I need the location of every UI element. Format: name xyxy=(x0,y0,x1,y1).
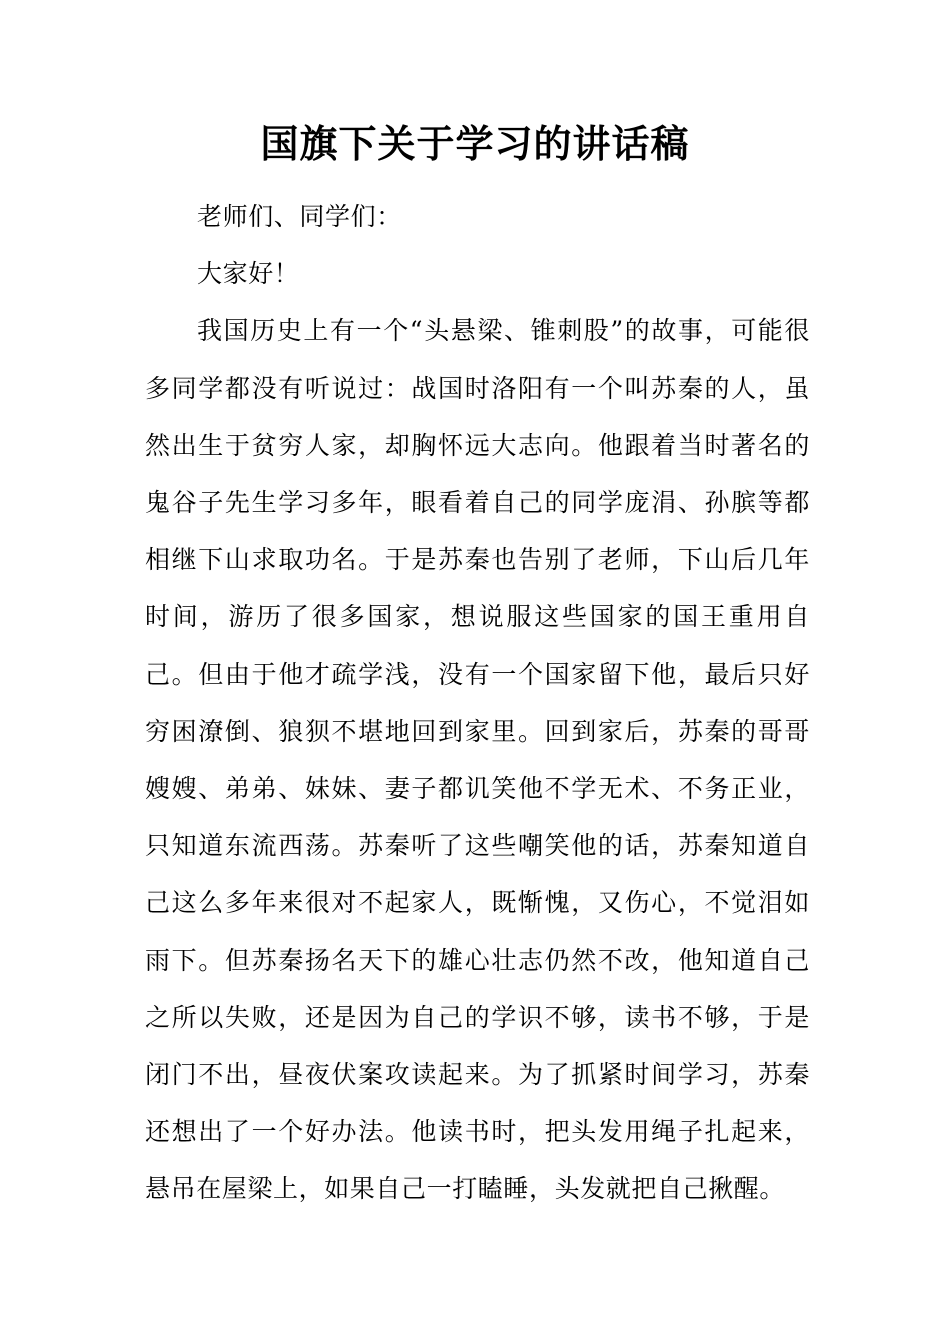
body-paragraph: 我国历史上有一个“头悬梁、锥刺股”的故事，可能很多同学都没有听说过：战国时洛阳有一个叫苏秦的人，虽然出生于贫穷人家，却胸怀远大志向。他跟着当时著名的鬼谷子先生学习多年，眼看着自己的同学庞涓、孙膑等都相继下山求取功名。于是苏秦也告别了老师，下山后几年时间，游历了很多国家，想说服这些国家的国王重用自己。但由于他才疏学浅，没有一个国家留下他，最后只好穷困潦倒、狼狈不堪地回到家里。回到家后，苏秦的哥哥嫂嫂、弟弟、妹妹、妻子都讥笑他不学无术、不务正业，只知道东流西荡。苏秦听了这些嘲笑他的话，苏秦知道自己这么多年来很对不起家人，既惭愧，又伤心，不觉泪如雨下。但苏秦扬名天下的雄心壮志仍然不改，他知道自己之所以失败，还是因为自己的学识不够，读书不够，于是闭门不出，昼夜伏案攻读起来。为了抓紧时间学习，苏秦还想出了一个好办法。他读书时，把头发用绳子扎起来，悬吊在屋梁上，如果自己一打瞌睡，头发就把自己揪醒。 xyxy=(145,316,810,1204)
salutation-line: 大家好！ xyxy=(197,259,300,289)
page-title: 国旗下关于学习的讲话稿 xyxy=(260,121,690,166)
greeting-line: 老师们、同学们： xyxy=(197,202,402,231)
document-body xyxy=(145,188,810,1218)
